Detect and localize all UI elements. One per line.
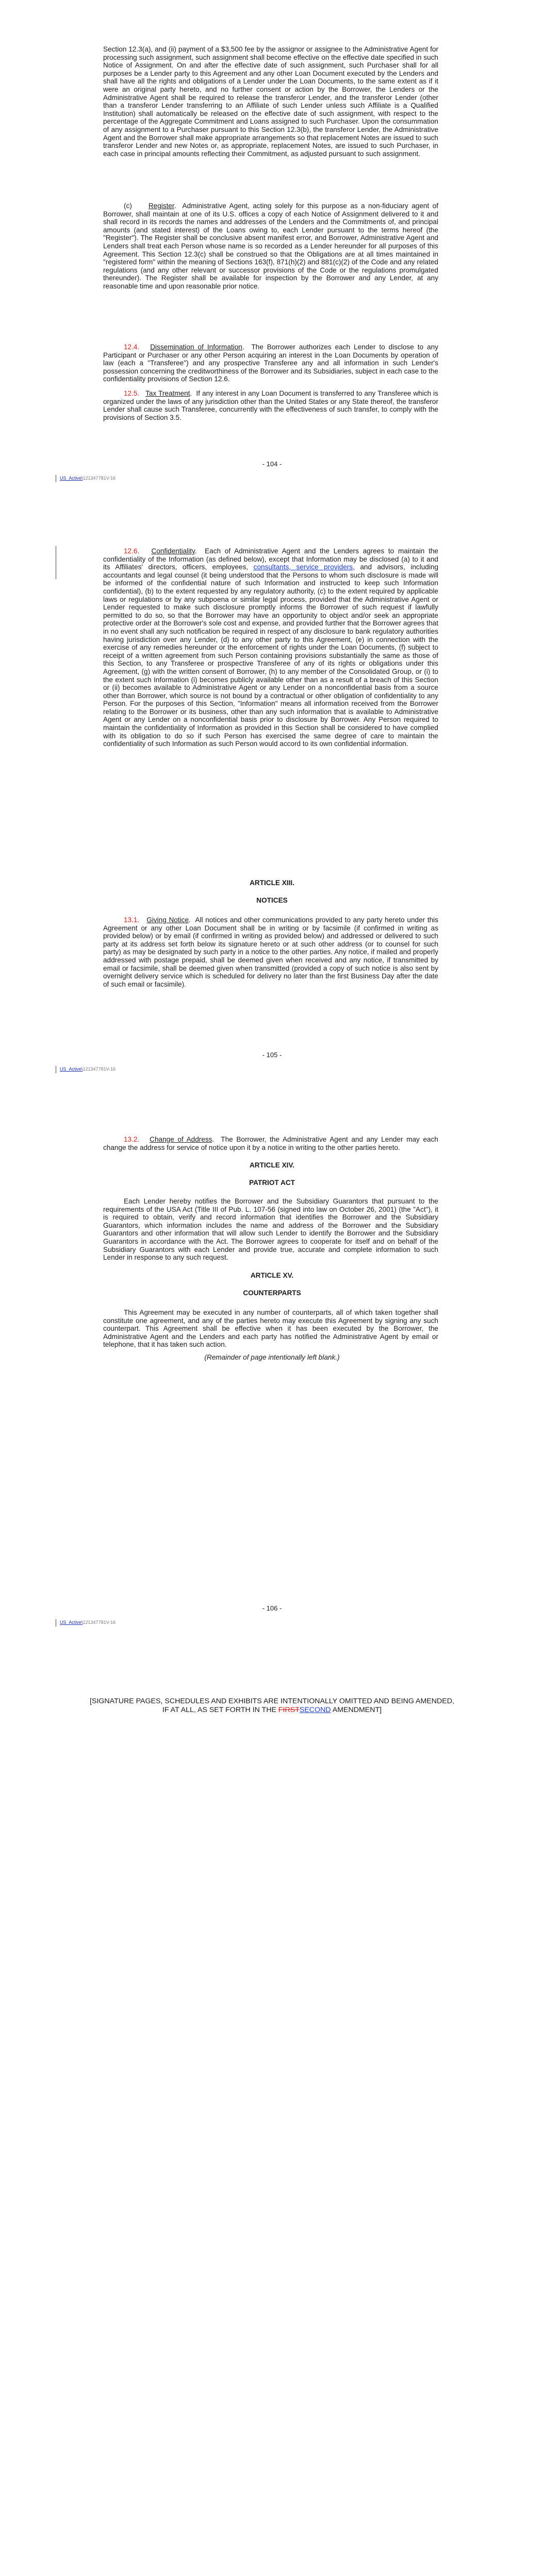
register-label: (c)	[124, 202, 132, 210]
section-number: 12.4.	[124, 343, 140, 351]
footer-number: 121347781V-16	[83, 1620, 116, 1625]
footer-link[interactable]: US_Active\	[60, 476, 83, 481]
section-title: Confidentiality	[151, 547, 195, 555]
section-title: Tax Treatment	[145, 389, 190, 397]
register-paragraph: (c) Register. Administrative Agent, acting solely for this purpose as a non-fiduciary agent of Borrower, shall maintain at one of its U.S. offices a copy of each Notice of Assignment delivered to it and shall record in its records the names and addresses of the Lenders and the Commitments of, and principal amounts (and stated interest) of the Loans owing to, each Lender pursuant to the terms hereof (the "Register"). The Register shall be conclusive absent manifest error, and Borrower, Administrative Agent and Lenders shall treat each Person whose name is so recorded as a Lender hereunder for all purposes of this Agreement. This Section 12.3(c) shall be construed so that the Obligations are at all times maintained in "registered form" within the meaning of Sections 163(f), 871(h)(2) and 881(c)(2) of the Code and any related regulations (and any other relevant or successor provisions of the Code or the regulations promulgated thereunder). The Register shall be available for inspection by the Borrower and any Lender, at any reasonable time and upon reasonable prior notice.	[103, 202, 438, 290]
notices-heading: NOTICES	[256, 896, 288, 904]
signature-pages-notice: [SIGNATURE PAGES, SCHEDULES AND EXHIBITS ARE INTENTIONALLY OMITTED AND BEING AMENDED, IF AT ALL, AS SET FORTH IN THE FIRSTSECOND AMENDMENT]	[90, 1697, 454, 1714]
section-12-6: 12.6. Confidentiality. Each of Administrative Agent and the Lenders agrees to maintain the confidentiality of the Information (as defined below), except that Information may be disclosed (a) to it and its Affiliates' directors, officers, employees, consultants, service providers, and advisors, including accountants and legal counsel (it being understood that the Persons to whom such disclosure is made will be informed of the confidential nature of such Information and instructed to keep such Information confidential), (b) to the extent requested by any regulatory authority, (c) to the extent required by applicable laws or regulations or by any subpoena or similar legal process, provided that the Administrative Agent or Lender requested to make such disclosure promptly informs the Borrower of such request if lawfully permitted to do so, so that the Borrower may have an opportunity to object and/or seek an appropriate protective order at the Borrower's sole cost and expense, and provided further that the Borrower agrees that in no event shall any such notification be required in respect of any disclosure to bank regulatory authorities having jurisdiction over any Lender, (d) to any other party to this Agreement, (e) in connection with the exercise of any remedies hereunder or the enforcement of rights under the Loan Documents, (f) subject to receipt of a written agreement from such Person containing provisions substantially the same as those of this Section, to any Transferee or prospective Transferee of any of its rights or obligations under this Agreement, (g) with the written consent of Borrower, (h) to any member of the Consolidated Group, or (i) to the extent such Information (i) becomes publicly available other than as a result of a breach of this Section or (ii) becomes available to Administrative Agent or any Lender on a nonconfidential basis from a source other than Borrower, which source is not bound by a contractual or other obligation of confidentiality to any Person. For the purposes of this Section, "Information" means all information received from the Borrower relating to the Borrower or its business, other than any such information that is available to Administrative Agent or any Lender on a nonconfidential basis prior to disclosure by Borrower. Any Person required to maintain the confidentiality of Information as provided in this Section shall be considered to have complied with its obligation to do so if such Person has exercised the same degree of care to maintain the confidentiality of such Information as such Person would accord to its own confidential information.	[103, 547, 438, 748]
patriot-act-paragraph: Each Lender hereby notifies the Borrower and the Subsidiary Guarantors that pursuant to the requirements of the USA Act (Title III of Pub. L. 107-56 (signed into law on October 26, 2001) (the "Act"), it is required to obtain, verify and record information that identifies the Borrower and the Subsidiary Guarantors, which information includes the name and address of the Borrower and the Subsidiary Guarantors and other information that will allow such Lender to identify the Borrower and the Subsidiary Guarantors in accordance with the Act. The Borrower agrees to cooperate for itself and on behalf of the Subsidiary Guarantors with each Lender and provide true, accurate and complete information to such Lender in response to any such request.	[103, 1197, 438, 1262]
footer-number: 121347781V-16	[83, 476, 116, 481]
section-12-4: 12.4. Dissemination of Information. The Borrower authorizes each Lender to disclose to any Participant or Purchaser or any other Person acquiring an interest in the Loan Documents by operation of law (each a "Transferee") and any prospective Transferee any and all information in such Lender's possession concerning the creditworthiness of the Borrower and its Subsidiaries, subject in each case to the confidentiality provisions of Section 12.6.	[103, 343, 438, 383]
section-number: 13.1.	[124, 916, 140, 924]
document-footer	[60, 476, 116, 481]
section-title: Giving Notice	[146, 916, 189, 924]
section-title: Change of Address	[150, 1136, 212, 1143]
section-number: 12.6.	[124, 547, 140, 555]
section-number: 13.2.	[124, 1136, 140, 1143]
page-number: - 106 -	[262, 1604, 282, 1612]
section-12-5: 12.5. Tax Treatment. If any interest in any Loan Document is transferred to any Transferee which is organized under the laws of any jurisdiction other than the United States or any State thereof, the transferor Lender shall cause such Transferee, concurrently with the effectiveness of such transfer, to comply with the provisions of Section 3.5.	[103, 389, 438, 421]
document-footer	[60, 1066, 116, 1072]
section-number: 12.5.	[124, 389, 140, 397]
article-xv-heading: ARTICLE XV.	[250, 1272, 294, 1279]
section-13-1: 13.1. Giving Notice. All notices and other communications provided to any party hereto under this Agreement or any other Loan Document shall be in writing or by facsimile (if confirmed in writing as provided below) or by email (if confirmed in writing as provided below) and addressed or delivered to such party at its address set forth below its signature hereto or at such other address (or to counsel for such party) as may be designated by such party in a notice to the other parties. Any notice, if mailed and properly addressed with postage prepaid, shall be deemed given when received and any notice, if transmitted by email or facsimile, shall be deemed given when transmitted (provided a copy of such notice is also sent by overnight delivery service which is scheduled for delivery no later than the first Business Day after the date of such email or facsimile).	[103, 916, 438, 988]
inserted-text: consultants, service providers,	[253, 563, 355, 571]
document-footer	[60, 1620, 116, 1625]
remainder-blank-note: (Remainder of page intentionally left blank.)	[204, 1353, 340, 1361]
counterparts-paragraph: This Agreement may be executed in any number of counterparts, all of which taken together shall constitute one agreement, and any of the parties hereto may execute this Agreement by signing any such counterpart. This Agreement shall be effective when it has been executed by the Borrower, the Administrative Agent and the Lenders and each party has notified the Administrative Agent by email or telephone, that it has taken such action.	[103, 1309, 438, 1349]
deleted-text: FIRST	[278, 1706, 300, 1714]
article-xiii-heading: ARTICLE XIII.	[250, 879, 294, 887]
page-number: - 104 -	[262, 460, 282, 468]
section-13-2: 13.2. Change of Address. The Borrower, the Administrative Agent and any Lender may each change the address for service of notice upon it by a notice in writing to the other parties hereto.	[103, 1136, 438, 1151]
counterparts-heading: COUNTERPARTS	[243, 1289, 301, 1297]
patriot-act-heading: PATRIOT ACT	[249, 1179, 295, 1187]
footer-link[interactable]: US_Active\	[60, 1620, 83, 1625]
register-title: Register	[148, 202, 174, 210]
footer-link[interactable]: US_Active\	[60, 1066, 83, 1072]
article-xiv-heading: ARTICLE XIV.	[249, 1161, 295, 1169]
footer-number: 121347781V-16	[83, 1066, 116, 1072]
inserted-text: SECOND	[299, 1706, 331, 1714]
assignment-continuation-paragraph: Section 12.3(a), and (ii) payment of a $3,500 fee by the assignor or assignee to the Administrative Agent for processing such assignment, such assignment shall become effective on the effective date specified in such Notice of Assignment. On and after the effective date of such assignment, such Purchaser shall for all purposes be a Lender party to this Agreement and any other Loan Document executed by the Lenders and shall have all the rights and obligations of a Lender under the Loan Documents, to the same extent as if it were an original party hereto, and no further consent or action by the Borrower, the Lenders or the Administrative Agent shall be required to release the transferor Lender, and the transferor Lender (other than a transferor Lender transferring to an Affiliate of such Lender unless such Affiliate is a Qualified Institution) shall automatically be released on the effective date of such assignment, with respect to the percentage of the Aggregate Commitment and Loans assigned to such Purchaser. Upon the consummation of any assignment to a Purchaser pursuant to this Section 12.3(b), the transferor Lender, the Administrative Agent and the Borrower shall make appropriate arrangements so that replacement Notes are issued to such transferor Lender and new Notes or, as appropriate, replacement Notes, are issued to such Purchaser, in each case in principal amounts reflecting their Commitment, as adjusted pursuant to such assignment.	[103, 45, 438, 158]
section-title: Dissemination of Information	[150, 343, 242, 351]
page-number: - 105 -	[262, 1051, 282, 1059]
